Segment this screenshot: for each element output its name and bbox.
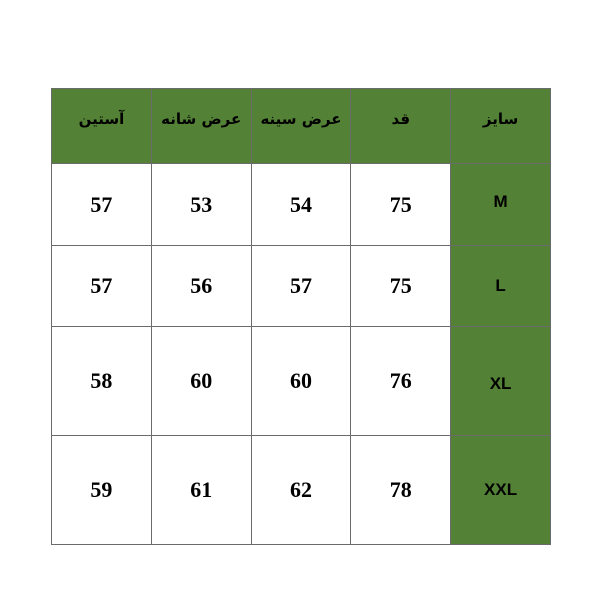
cell-shoulder-width: 53 [151, 164, 251, 246]
table-row [52, 246, 551, 327]
cell-chest-width: 57 [251, 246, 351, 327]
table-row [52, 327, 551, 436]
cell-chest-width: 62 [251, 436, 351, 545]
cell-size: XL [451, 327, 551, 436]
table-row [52, 164, 551, 246]
cell-chest-width: 54 [251, 164, 351, 246]
cell-sleeve: 59 [52, 436, 152, 545]
cell-height: 78 [351, 436, 451, 545]
cell-size: XXL [451, 436, 551, 545]
table-header-row [52, 89, 551, 164]
header-sleeve: آستین [52, 89, 152, 164]
cell-shoulder-width: 61 [151, 436, 251, 545]
cell-size: L [451, 246, 551, 327]
size-chart-table [51, 88, 551, 545]
header-size: سایز [451, 89, 551, 164]
cell-height: 75 [351, 246, 451, 327]
cell-height: 75 [351, 164, 451, 246]
cell-size: M [451, 164, 551, 246]
cell-sleeve: 57 [52, 164, 152, 246]
header-chest-width: عرض سینه [251, 89, 351, 164]
cell-height: 76 [351, 327, 451, 436]
cell-sleeve: 58 [52, 327, 152, 436]
table-row [52, 436, 551, 545]
cell-shoulder-width: 60 [151, 327, 251, 436]
cell-shoulder-width: 56 [151, 246, 251, 327]
header-shoulder-width: عرض شانه [151, 89, 251, 164]
header-height: قد [351, 89, 451, 164]
cell-sleeve: 57 [52, 246, 152, 327]
cell-chest-width: 60 [251, 327, 351, 436]
